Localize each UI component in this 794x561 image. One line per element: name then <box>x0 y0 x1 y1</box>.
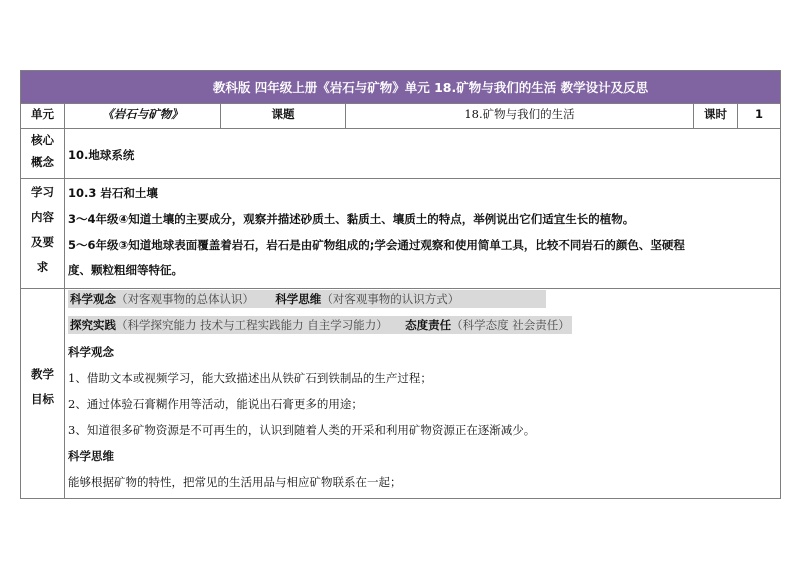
goal-tag-scientific-concept-desc: （对客观事物的总体认识） <box>116 292 254 306</box>
learning-label-line4: 求 <box>36 260 49 274</box>
goal-item-3: 3、知道很多矿物资源是不可再生的，认识到随着人类的开采和利用矿物资源正在逐渐减少。 <box>68 423 536 437</box>
table-header-title: 教科版 四年级上册《岩石与矿物》单元 18.矿物与我们的生活 教学设计及反思 <box>21 71 780 104</box>
goal-category-tags-row1 <box>68 290 546 308</box>
column-divider <box>64 104 65 498</box>
goal-tag-scientific-thinking: 科学思维 <box>275 292 322 306</box>
unit-name: 《岩石与矿物》 <box>102 107 183 121</box>
row-divider <box>21 178 780 179</box>
learning-line-2: 3～4年级④知道土壤的主要成分，观察并描述砂质土、黏质土、壤质土的特点，举例说出它们适宜生长的植物。 <box>68 212 635 226</box>
goal-tag-attitude-responsibility-desc: （科学态度 社会责任） <box>451 318 570 332</box>
goal-tag-scientific-concept: 科学观念 <box>70 292 116 306</box>
lesson-label: 课题 <box>271 107 295 121</box>
learning-label-line1: 学习 <box>31 185 54 199</box>
core-label-line1: 核心 <box>31 133 54 147</box>
unit-label: 单元 <box>31 107 54 121</box>
learning-line-4: 度、颗粒粗细等特征。 <box>68 263 183 277</box>
goal-tag-row1-highlight <box>68 290 546 308</box>
learning-label-line3: 及要 <box>31 235 54 249</box>
goal-tag-row2-highlight <box>68 316 572 334</box>
goal-item-1: 1、借助文本或视频学习，能大致描述出从铁矿石到铁制品的生产过程； <box>68 371 432 385</box>
goal-item-2: 2、通过体验石膏糊作用等活动，能说出石膏更多的用途； <box>68 397 363 411</box>
core-label-line2: 概念 <box>31 155 54 169</box>
lesson-name: 18.矿物与我们的生活 <box>464 107 575 121</box>
row-divider <box>21 128 780 129</box>
period-label: 课时 <box>704 107 727 121</box>
lesson-plan-table <box>20 70 781 499</box>
goals-label-line1: 教学 <box>31 367 54 381</box>
row-divider <box>21 288 780 289</box>
goal-section-thinking: 科学思维 <box>68 449 114 463</box>
learning-line-1: 10.3 岩石和土壤 <box>68 186 158 200</box>
goal-section-concept: 科学观念 <box>68 345 114 359</box>
goal-item-4: 能够根据矿物的特性，把常见的生活用品与相应矿物联系在一起； <box>68 475 402 489</box>
learning-label-line2: 内容 <box>31 210 54 224</box>
goal-tag-scientific-thinking-desc: （对客观事物的认识方式） <box>321 292 460 306</box>
learning-line-3: 5～6年级③知道地球表面覆盖着岩石，岩石是由矿物组成的;学会通过观察和使用简单工具，比较不同岩石的颜色、坚硬程 <box>68 238 685 252</box>
goals-label-line2: 目标 <box>31 392 54 406</box>
goal-tag-attitude-responsibility: 态度责任 <box>405 318 452 332</box>
goal-category-tags-row2 <box>68 316 572 334</box>
period-value: 1 <box>754 107 763 121</box>
core-concept-value: 10.地球系统 <box>68 148 135 162</box>
goal-tag-inquiry-practice: 探究实践 <box>70 318 116 332</box>
goal-tag-inquiry-practice-desc: （科学探究能力 技术与工程实践能力 自主学习能力） <box>116 318 388 332</box>
